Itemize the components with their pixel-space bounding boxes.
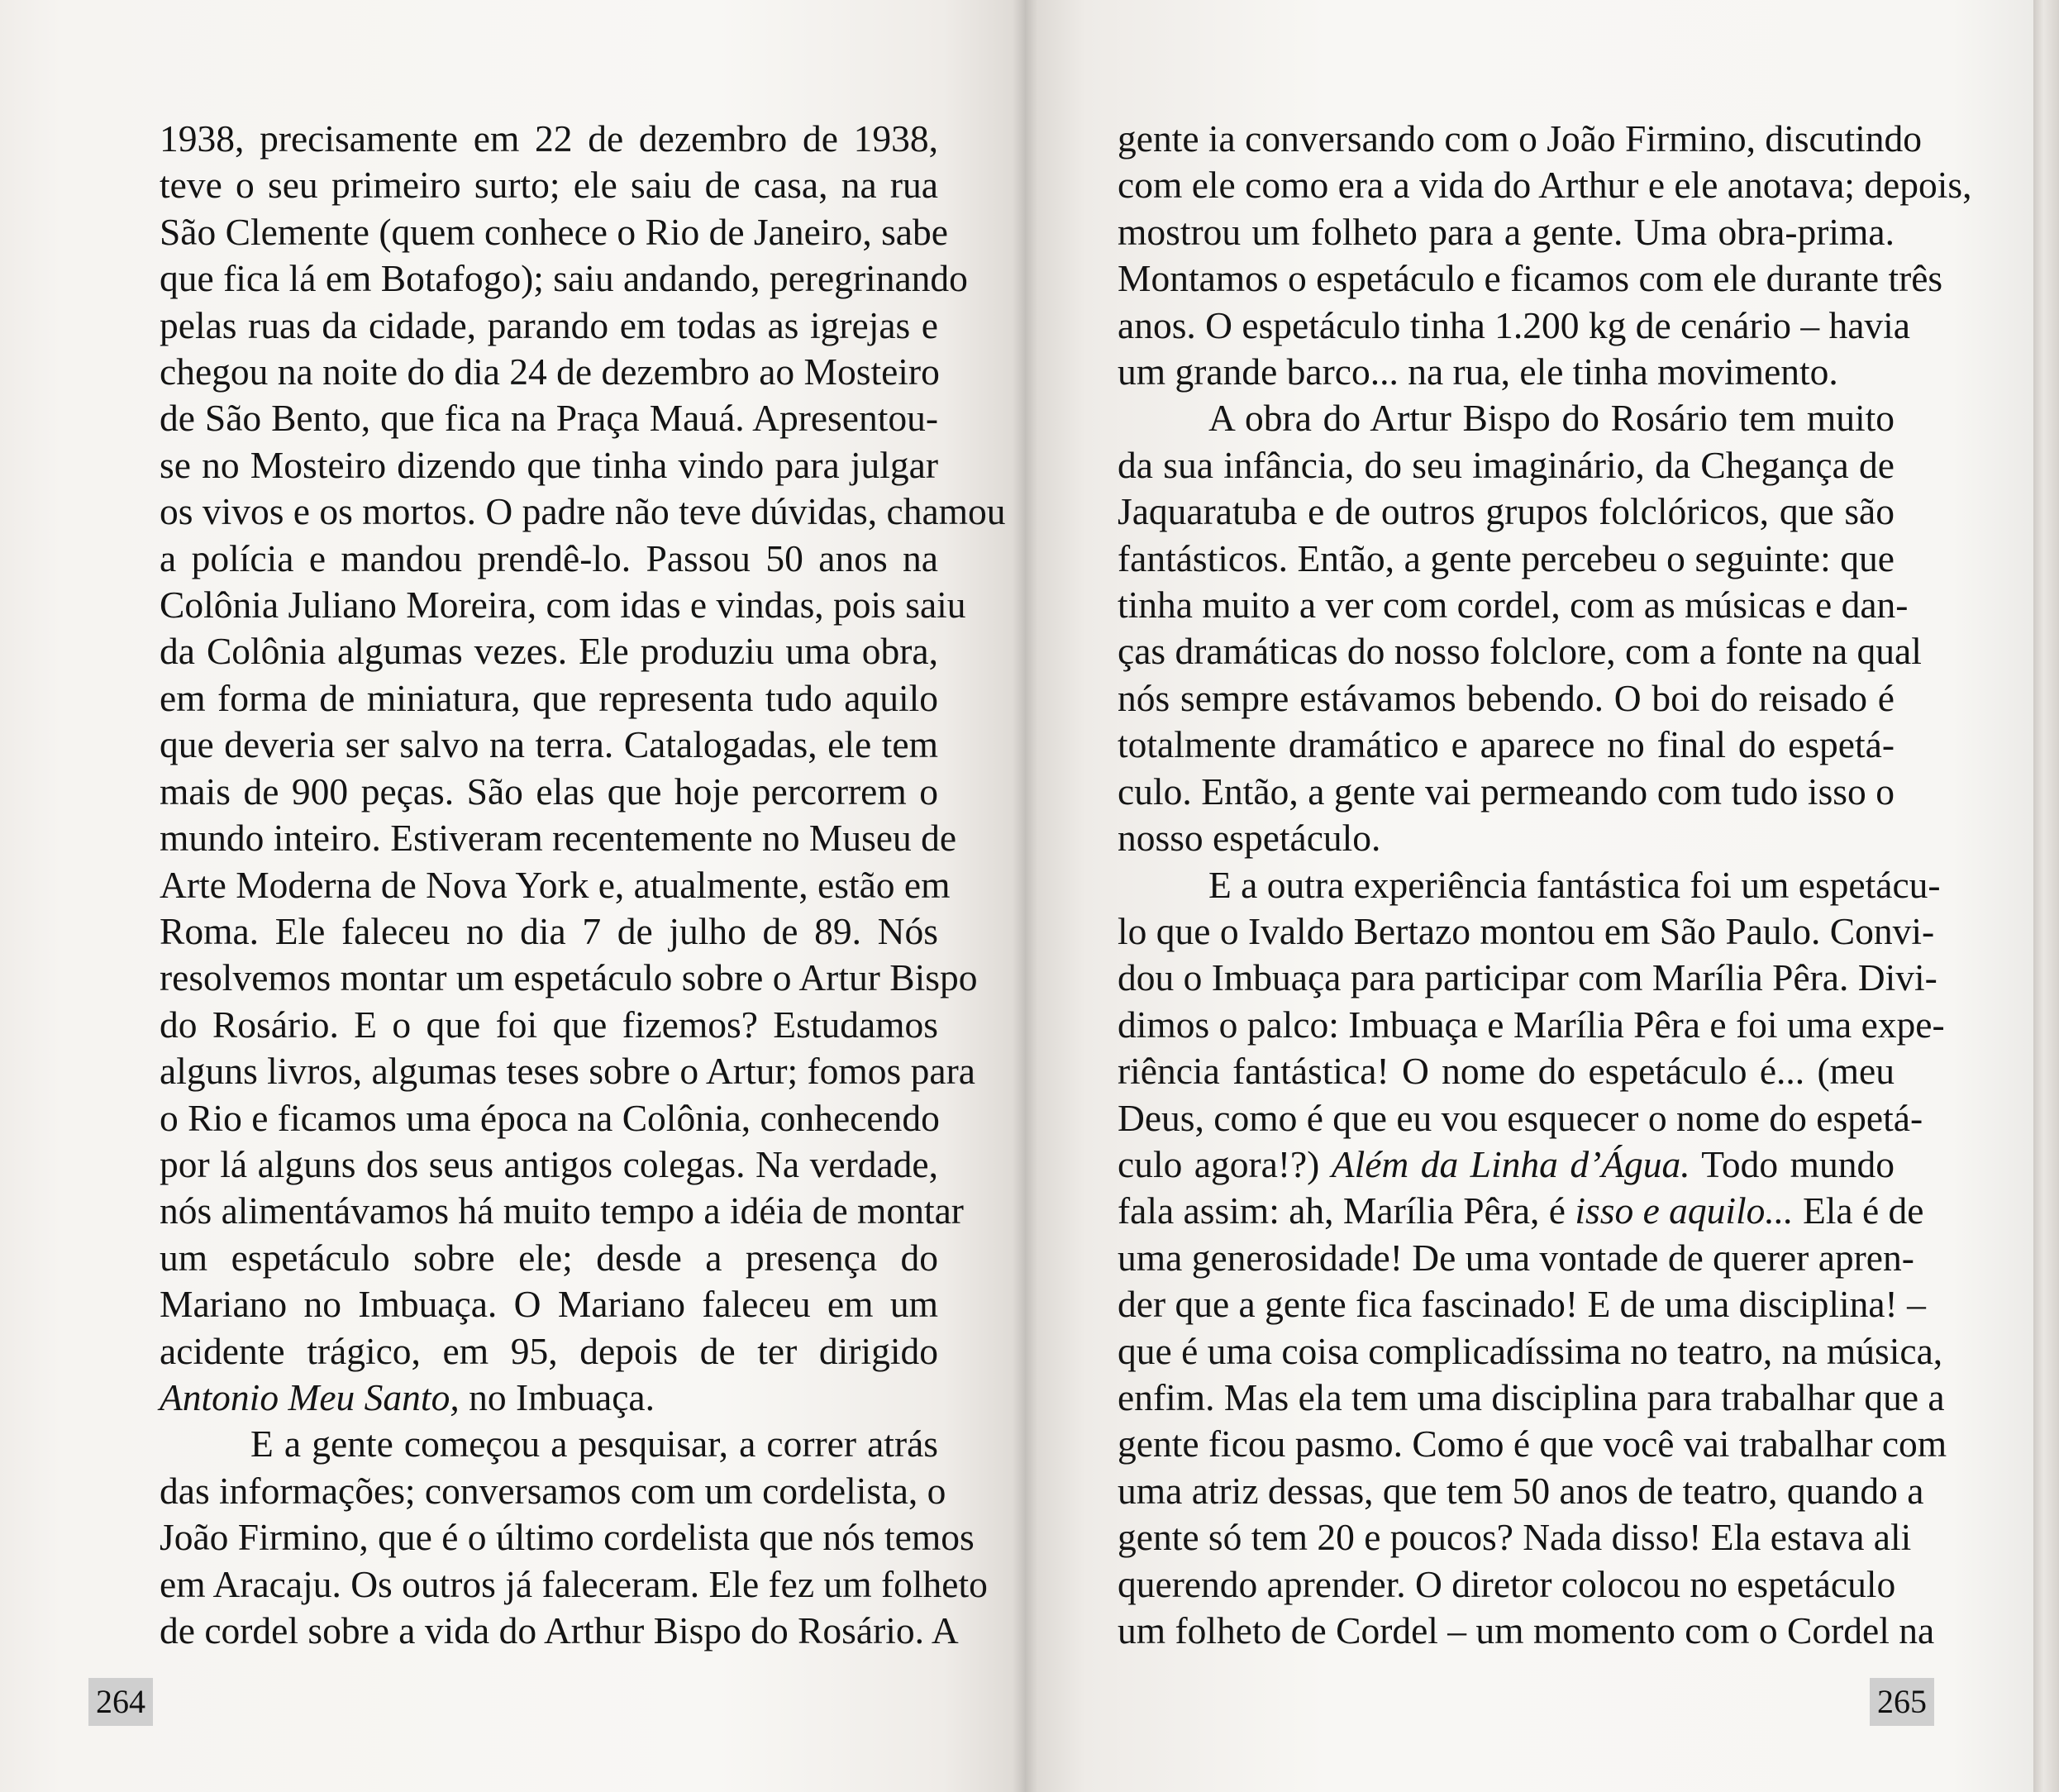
text-line: um grande barco... na rua, ele tinha movimento. [1118, 350, 1838, 393]
text-line: riência fantástica! O nome do espetáculo é... (meu [1118, 1050, 1895, 1093]
text-line: um espetáculo sobre ele; desde a presença do [160, 1236, 938, 1279]
text-line: dimos o palco: Imbuaça e Marília Pêra e foi uma expe- [1118, 1003, 1945, 1046]
text-line: nós sempre estávamos bebendo. O boi do reisado é [1118, 676, 1895, 719]
text-line: nós alimentávamos há muito tempo a idéia de montar [160, 1189, 964, 1232]
right-page-text [1118, 116, 1972, 1654]
text-line: fantásticos. Então, a gente percebeu o seguinte: que [1118, 536, 1895, 579]
text-line: uma atriz dessas, que tem 50 anos de teatro, quando a [1118, 1469, 1924, 1512]
text-line: gente ficou pasmo. Como é que você vai trabalhar com [1118, 1423, 1947, 1466]
text-line: E a outra experiência fantástica foi um espetácu- [1208, 863, 1941, 906]
text-line: Deus, como é que eu vou esquecer o nome do espetá- [1118, 1096, 1923, 1139]
text-line: anos. O espetáculo tinha 1.200 kg de cenário – havia [1118, 303, 1910, 346]
text-line: Montamos o espetáculo e ficamos com ele durante três [1118, 257, 1943, 300]
right-paragraph-3 [1118, 862, 1947, 1655]
book-gutter [1013, 0, 1037, 1792]
text-line: da sua infância, do seu imaginário, da Chegança de [1118, 443, 1895, 486]
right-paragraph-1 [1118, 116, 1972, 395]
text-line: que é uma coisa complicadíssima no teatro, na música, [1118, 1329, 1943, 1372]
text-line: A obra do Artur Bispo do Rosário tem muito [1208, 397, 1895, 440]
text-line [1118, 1188, 1924, 1234]
text-line: culo. Então, a gente vai permeando com tudo isso o [1118, 770, 1895, 813]
text-line: uma generosidade! De uma vontade de querer apren- [1118, 1236, 1914, 1279]
text-line: mais de 900 peças. São elas que hoje percorrem o [160, 770, 938, 813]
text-run: no Imbuaça. [459, 1375, 655, 1418]
text-line: 1938, precisamente em 22 de dezembro de 1938, [160, 117, 938, 160]
text-line: os vivos e os mortos. O padre não teve dúvidas, chamou [160, 490, 1006, 533]
page-number-left: 264 [88, 1678, 153, 1726]
text-line: por lá alguns dos seus antigos colegas. Na verdade, [160, 1142, 938, 1185]
text-line: um folheto de Cordel – um momento com o Cordel na [1118, 1609, 1935, 1651]
text-line: querendo aprender. O diretor colocou no espetáculo [1118, 1562, 1896, 1605]
text-run: fala assim: ah, Marília Pêra, é [1118, 1189, 1575, 1232]
text-line: se no Mosteiro dizendo que tinha vindo para julgar [160, 443, 938, 486]
text-line: alguns livros, algumas teses sobre o Artur; fomos para [160, 1050, 975, 1093]
text-line: ças dramáticas do nosso folclore, com a fonte na qual [1118, 630, 1922, 673]
text-line: de cordel sobre a vida do Arthur Bispo do Rosário. A [160, 1609, 959, 1651]
left-paragraph-1 [160, 116, 1006, 1421]
text-line: São Clemente (quem conhece o Rio de Janeiro, sabe [160, 210, 948, 253]
left-page [0, 0, 1025, 1792]
text-line: resolvemos montar um espetáculo sobre o Artur Bispo [160, 956, 978, 999]
text-line: totalmente dramático e aparece no final do espetá- [1118, 723, 1895, 766]
text-line: que deveria ser salvo na terra. Catalogadas, ele tem [160, 723, 938, 766]
text-line: mundo inteiro. Estiveram recentemente no Museu de [160, 817, 957, 860]
text-line: acidente trágico, em 95, depois de ter dirigido [160, 1329, 938, 1372]
text-line: gente só tem 20 e poucos? Nada disso! Ela estava ali [1118, 1516, 1912, 1559]
italic-text: Além da Linha d’Água. [1331, 1142, 1690, 1185]
text-line: chegou na noite do dia 24 de dezembro ao Mosteiro [160, 350, 940, 393]
text-line: gente ia conversando com o João Firmino, discutindo [1118, 117, 1923, 160]
text-run: Todo mundo [1690, 1142, 1895, 1185]
right-paragraph-2 [1118, 395, 1922, 861]
text-line: com ele como era a vida do Arthur e ele anotava; depois, [1118, 164, 1972, 207]
text-line: der que a gente fica fascinado! E de uma disciplina! – [1118, 1283, 1926, 1326]
text-line: João Firmino, que é o último cordelista que nós temos [160, 1516, 975, 1559]
text-line: mostrou um folheto para a gente. Uma obra-prima. [1118, 210, 1895, 253]
text-line: pelas ruas da cidade, parando em todas as igrejas e [160, 303, 938, 346]
text-line: de São Bento, que fica na Praça Mauá. Apresentou- [160, 397, 938, 440]
text-run: culo agora!?) [1118, 1142, 1332, 1185]
text-line: Mariano no Imbuaça. O Mariano faleceu em um [160, 1283, 938, 1326]
italic-text: Antonio Meu Santo, [160, 1375, 460, 1418]
text-line: teve o seu primeiro surto; ele saiu de casa, na rua [160, 164, 938, 207]
left-paragraph-2 [160, 1421, 988, 1654]
text-line: do Rosário. E o que foi que fizemos? Estudamos [160, 1003, 938, 1046]
text-line: Arte Moderna de Nova York e, atualmente, estão em [160, 863, 951, 906]
text-line: em Aracaju. Os outros já faleceram. Ele fez um folheto [160, 1562, 988, 1605]
text-line: Colônia Juliano Moreira, com idas e vindas, pois saiu [160, 584, 966, 627]
text-line: das informações; conversamos com um cordelista, o [160, 1469, 946, 1512]
text-line: tinha muito a ver com cordel, com as músicas e dan- [1118, 584, 1909, 627]
text-line: em forma de miniatura, que representa tudo aquilo [160, 676, 938, 719]
text-line: dou o Imbuaça para participar com Marília Pêra. Divi- [1118, 956, 1937, 999]
text-line: E a gente começou a pesquisar, a correr atrás [250, 1423, 938, 1466]
text-line: o Rio e ficamos uma época na Colônia, conhecendo [160, 1096, 940, 1139]
page-edge [2033, 0, 2059, 1792]
text-line: lo que o Ivaldo Bertazo montou em São Paulo. Convi- [1118, 909, 1935, 952]
text-line [1118, 1141, 1895, 1188]
text-line: enfim. Mas ela tem uma disciplina para trabalhar que a [1118, 1375, 1945, 1418]
italic-text: isso e aquilo... [1575, 1189, 1794, 1232]
right-page [1025, 0, 2033, 1792]
page-number-right: 265 [1870, 1678, 1934, 1726]
text-line: nosso espetáculo. [1118, 817, 1381, 860]
text-line: Jaquaratuba e de outros grupos folclóricos, que são [1118, 490, 1895, 533]
text-run: Ela é de [1793, 1189, 1924, 1232]
text-line [160, 1375, 938, 1421]
text-line: que fica lá em Botafogo); saiu andando, peregrinando [160, 257, 968, 300]
text-line: da Colônia algumas vezes. Ele produziu uma obra, [160, 630, 938, 673]
left-page-text [160, 116, 1006, 1654]
text-line: a polícia e mandou prendê-lo. Passou 50 anos na [160, 536, 938, 579]
text-line: Roma. Ele faleceu no dia 7 de julho de 89. Nós [160, 909, 938, 952]
